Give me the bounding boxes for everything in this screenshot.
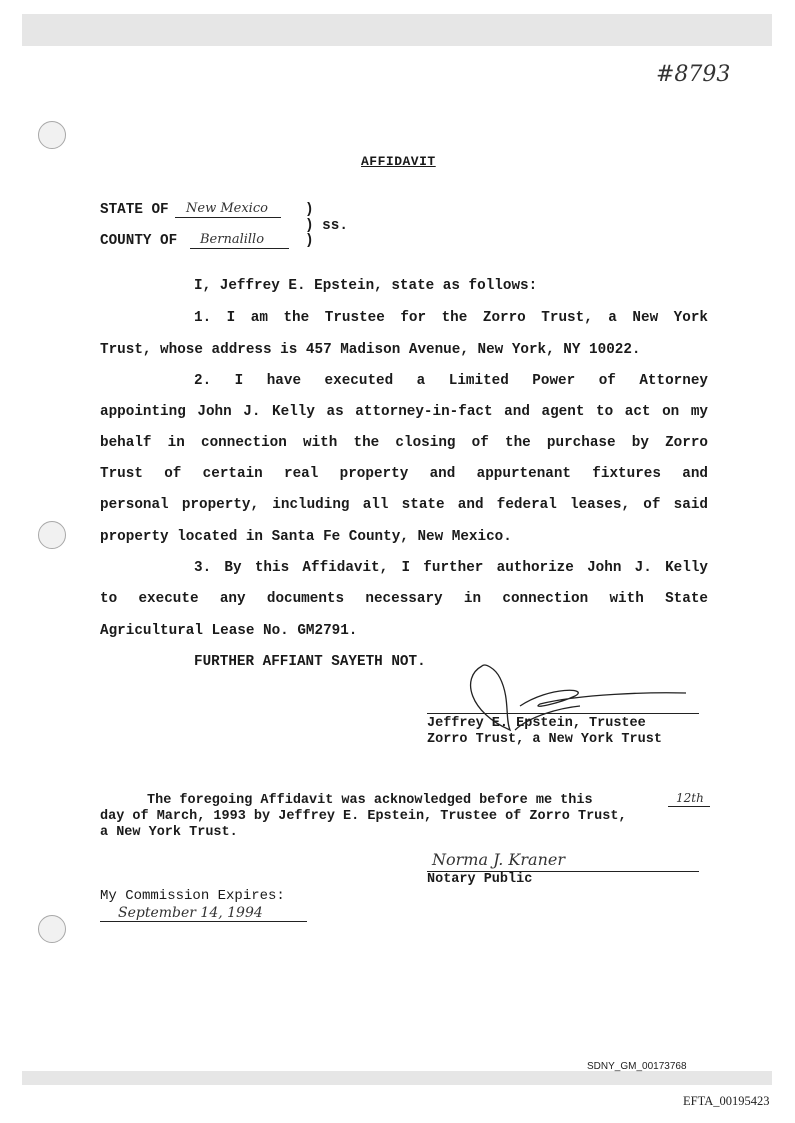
para1-line: 1. I am the Trustee for the Zorro Trust, a New York	[194, 310, 708, 326]
document-title: AFFIDAVIT	[361, 154, 436, 169]
closing-statement: FURTHER AFFIANT SAYETH NOT.	[194, 654, 426, 670]
intro-statement: I, Jeffrey E. Epstein, state as follows:	[194, 278, 538, 294]
state-value: New Mexico	[186, 201, 268, 216]
para2-line: behalf in connection with the closing of the purchase by Zorro	[100, 435, 708, 451]
scan-bottom-band	[22, 1071, 772, 1085]
county-label: COUNTY OF	[100, 233, 178, 249]
punch-hole-top	[38, 121, 66, 149]
efta-number: EFTA_00195423	[683, 1094, 770, 1108]
para3-line: Agricultural Lease No. GM2791.	[100, 623, 358, 639]
para2-line: Trust of certain real property and appurtenant fixtures and	[100, 466, 708, 482]
bates-number: SDNY_GM_00173768	[587, 1061, 687, 1072]
para2-line: appointing John J. Kelly as attorney-in-fact and agent to act on my	[100, 404, 708, 420]
venue-paren-2: )	[305, 233, 314, 249]
acknowledgment-line: The foregoing Affidavit was acknowledged before me this	[147, 793, 593, 808]
county-value: Bernalillo	[200, 232, 265, 247]
day-value: 12th	[676, 791, 704, 805]
acknowledgment-line: a New York Trust.	[100, 825, 238, 840]
punch-hole-bottom	[38, 915, 66, 943]
acknowledgment-line: day of March, 1993 by Jeffrey E. Epstein, Trustee of Zorro Trust,	[100, 809, 627, 824]
para2-line: property located in Santa Fe County, New Mexico.	[100, 529, 512, 545]
para2-line: personal property, including all state and federal leases, of said	[100, 497, 708, 513]
affiant-trust: Zorro Trust, a New York Trust	[427, 732, 662, 747]
state-label: STATE OF	[100, 202, 169, 218]
affiant-signature-line	[427, 713, 699, 714]
venue-ss: ) ss.	[305, 218, 348, 234]
venue-paren-1: )	[305, 202, 314, 218]
para3-line: to execute any documents necessary in connection with State	[100, 591, 708, 607]
notary-label: Notary Public	[427, 872, 533, 887]
affiant-name: Jeffrey E. Epstein, Trustee	[427, 716, 646, 731]
notary-signature: Norma J. Kraner	[432, 850, 565, 869]
para1-line: Trust, whose address is 457 Madison Avenue, New York, NY 10022.	[100, 342, 641, 358]
para3-line: 3. By this Affidavit, I further authorize John J. Kelly	[194, 560, 708, 576]
scan-top-band	[22, 14, 772, 46]
commission-value: September 14, 1994	[118, 905, 263, 921]
punch-hole-middle	[38, 521, 66, 549]
handwritten-file-number: #8793	[656, 62, 731, 87]
para2-line: 2. I have executed a Limited Power of Attorney	[194, 373, 708, 389]
commission-label: My Commission Expires:	[100, 888, 285, 904]
